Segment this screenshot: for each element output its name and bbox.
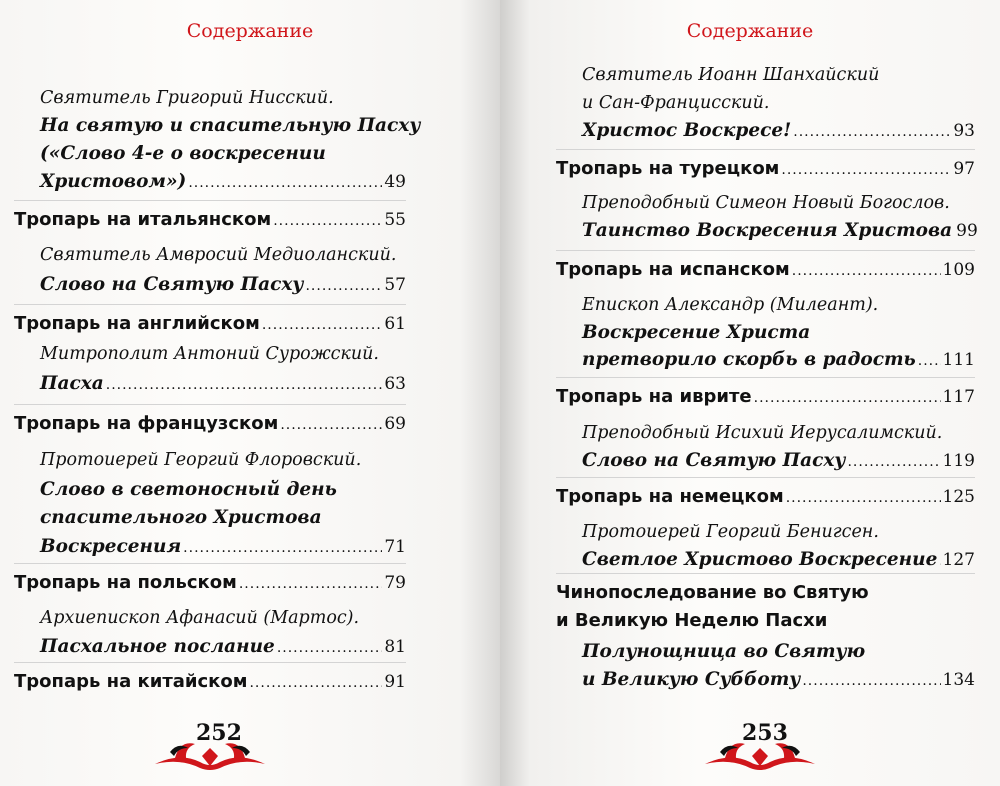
divider bbox=[14, 200, 406, 201]
toc-entry-title bbox=[40, 372, 406, 397]
toc-text: Тропарь на французском bbox=[14, 413, 279, 434]
toc-text: Тропарь на итальянском bbox=[14, 209, 272, 230]
toc-page-number: 81 bbox=[384, 637, 406, 657]
toc-text: Христос Воскресе! bbox=[582, 120, 792, 141]
dot-leader bbox=[802, 669, 940, 693]
toc-page-number: 97 bbox=[953, 159, 975, 179]
toc-text: Воскресения bbox=[40, 536, 182, 557]
toc-entry-title bbox=[40, 114, 421, 138]
toc-page-number: 55 bbox=[384, 210, 406, 230]
toc-page-number: 125 bbox=[942, 487, 975, 507]
toc-text: Святитель Иоанн Шанхайский bbox=[582, 65, 880, 85]
toc-text: спасительного Христова bbox=[40, 507, 322, 528]
toc-section-heading bbox=[14, 312, 406, 337]
toc-entry-title bbox=[40, 635, 406, 660]
toc-text: Тропарь на иврите bbox=[556, 386, 752, 407]
toc-page-number: 109 bbox=[942, 260, 975, 280]
toc-page-number: 127 bbox=[942, 550, 975, 570]
page-heading: Содержание bbox=[686, 20, 814, 42]
dot-leader bbox=[793, 120, 951, 144]
toc-entry-title bbox=[582, 219, 978, 244]
toc-entry-title bbox=[582, 119, 975, 144]
dot-leader bbox=[239, 572, 383, 596]
toc-page-number: 57 bbox=[384, 275, 406, 295]
divider bbox=[556, 573, 975, 574]
toc-entry-title bbox=[582, 548, 975, 573]
toc-page-number: 49 bbox=[384, 172, 406, 192]
toc-text: и Великую Неделю Пасхи bbox=[556, 610, 828, 631]
toc-text: Тропарь на испанском bbox=[556, 259, 790, 280]
toc-page-number: 117 bbox=[942, 387, 975, 407]
dot-leader bbox=[277, 636, 383, 660]
toc-text: Христовом») bbox=[40, 171, 187, 192]
toc-text: Таинство Воскресения Христова bbox=[582, 220, 953, 241]
toc-entry-title bbox=[40, 535, 406, 560]
divider bbox=[14, 404, 406, 405]
toc-author bbox=[582, 63, 975, 87]
divider bbox=[14, 304, 406, 305]
toc-text: Слово в светоносный день bbox=[40, 479, 337, 500]
toc-text: Слово на Святую Пасху bbox=[582, 450, 846, 471]
dot-leader bbox=[792, 259, 941, 283]
dot-leader bbox=[918, 349, 941, 373]
toc-text: Светлое Христово Воскресение bbox=[582, 549, 938, 570]
dot-leader bbox=[280, 413, 382, 437]
toc-author bbox=[582, 293, 975, 317]
toc-text: Полунощница во Святую bbox=[582, 641, 866, 662]
toc-author bbox=[40, 448, 406, 472]
toc-section-heading bbox=[556, 485, 975, 510]
toc-entry-title bbox=[40, 506, 406, 530]
toc-text: и Великую Субботу bbox=[582, 669, 801, 690]
toc-entry-title bbox=[582, 449, 975, 474]
toc-author bbox=[40, 243, 406, 267]
toc-text: Святитель Амвросий Медиоланский. bbox=[40, 245, 397, 265]
dot-leader bbox=[781, 158, 951, 182]
toc-text: Преподобный Исихий Иерусалимский. bbox=[582, 423, 943, 443]
toc-page-number: 111 bbox=[942, 350, 975, 370]
dot-leader bbox=[939, 549, 940, 573]
toc-author bbox=[40, 606, 406, 630]
toc-section-heading bbox=[14, 412, 406, 437]
toc-text: Тропарь на турецком bbox=[556, 158, 780, 179]
toc-page-number: 99 bbox=[956, 221, 978, 241]
dot-leader bbox=[273, 209, 382, 233]
toc-page-number: 79 bbox=[384, 573, 406, 593]
divider bbox=[556, 250, 975, 251]
dot-leader bbox=[262, 313, 383, 337]
toc-page-number: 71 bbox=[384, 537, 406, 557]
toc-text: Тропарь на польском bbox=[14, 572, 237, 593]
toc-section-heading bbox=[556, 609, 975, 633]
toc-page-number: 93 bbox=[953, 121, 975, 141]
toc-page-number: 61 bbox=[384, 314, 406, 334]
page-number: 253 bbox=[742, 720, 788, 746]
toc-text: Протоиерей Георгий Флоровский. bbox=[40, 450, 362, 470]
toc-section-heading bbox=[556, 258, 975, 283]
toc-text: Слово на Святую Пасху bbox=[40, 274, 304, 295]
toc-text: Святитель Григорий Нисский. bbox=[40, 88, 334, 108]
toc-author bbox=[582, 91, 975, 115]
toc-section-heading bbox=[14, 208, 406, 233]
toc-author bbox=[582, 520, 975, 544]
toc-text: претворило скорбь в радость bbox=[582, 349, 916, 370]
toc-text: Тропарь на немецком bbox=[556, 486, 784, 507]
toc-text: Тропарь на английском bbox=[14, 313, 260, 334]
toc-author bbox=[40, 342, 406, 366]
toc-entry-title bbox=[582, 668, 975, 693]
toc-entry-title bbox=[40, 478, 406, 502]
toc-entry-title bbox=[40, 273, 406, 298]
toc-entry-title bbox=[582, 640, 975, 664]
dot-leader bbox=[249, 671, 382, 695]
toc-text: Преподобный Симеон Новый Богослов. bbox=[582, 193, 950, 213]
toc-page-number: 91 bbox=[384, 672, 406, 692]
right-page bbox=[500, 0, 1000, 786]
divider bbox=[14, 662, 406, 663]
toc-text: Пасха bbox=[40, 373, 104, 394]
page-heading: Содержание bbox=[186, 20, 314, 42]
toc-section-heading bbox=[14, 670, 406, 695]
toc-author bbox=[582, 191, 975, 215]
toc-page-number: 134 bbox=[942, 670, 975, 690]
toc-text: Пасхальное послание bbox=[40, 636, 275, 657]
dot-leader bbox=[847, 450, 940, 474]
toc-text: Чинопоследование во Святую bbox=[556, 582, 869, 603]
toc-text: Архиепископ Афанасий (Мартос). bbox=[40, 608, 360, 628]
divider bbox=[556, 149, 975, 150]
toc-text: Тропарь на китайском bbox=[14, 671, 248, 692]
dot-leader bbox=[786, 486, 941, 510]
toc-text: Епископ Александр (Милеант). bbox=[582, 295, 879, 315]
dot-leader bbox=[106, 373, 383, 397]
toc-text: Митрополит Антоний Сурожский. bbox=[40, 344, 379, 364]
divider bbox=[556, 477, 975, 478]
dot-leader bbox=[188, 171, 382, 195]
page-number: 252 bbox=[196, 720, 242, 746]
toc-entry-title bbox=[582, 348, 975, 373]
toc-section-heading bbox=[556, 385, 975, 410]
toc-page-number: 69 bbox=[384, 414, 406, 434]
toc-author bbox=[582, 421, 975, 445]
toc-section-heading bbox=[556, 581, 975, 605]
divider bbox=[556, 377, 975, 378]
toc-text: На святую и спасительную Пасху bbox=[40, 115, 421, 136]
toc-author bbox=[40, 86, 406, 110]
dot-leader bbox=[305, 274, 382, 298]
toc-entry-title bbox=[582, 321, 975, 345]
toc-text: Протоиерей Георгий Бенигсен. bbox=[582, 522, 879, 542]
toc-entry-title bbox=[40, 170, 406, 195]
dot-leader bbox=[183, 536, 382, 560]
divider bbox=[14, 563, 406, 564]
toc-section-heading bbox=[14, 571, 406, 596]
toc-section-heading bbox=[556, 157, 975, 182]
toc-text: Воскресение Христа bbox=[582, 322, 811, 343]
toc-entry-title bbox=[40, 142, 406, 166]
toc-text: и Сан-Францисский. bbox=[582, 93, 770, 113]
toc-page-number: 63 bbox=[384, 374, 406, 394]
toc-text: («Слово 4-е о воскресении bbox=[40, 143, 326, 164]
dot-leader bbox=[754, 386, 941, 410]
toc-page-number: 119 bbox=[942, 451, 975, 471]
